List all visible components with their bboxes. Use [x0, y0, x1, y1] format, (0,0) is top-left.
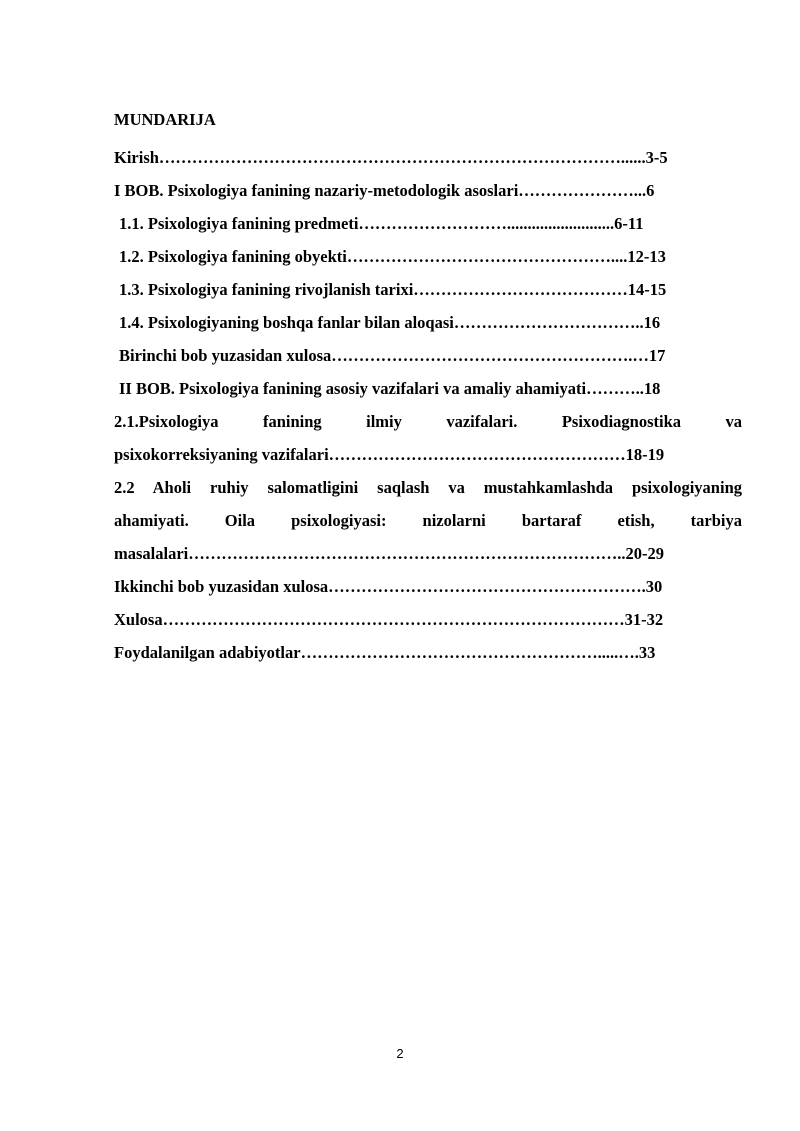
toc-entry-references: Foydalanilgan adabiyotlar……………………………………………….....….33 [114, 643, 656, 662]
toc-entry-2-1-line-2: psixokorreksiyaning vazifalari………………………………………………18-19 [114, 445, 665, 464]
toc-entry-2-1-line-1: 2.1.Psixologiya fanining ilmiy vazifalari. Psixodiagnostika va [114, 412, 742, 431]
table-of-contents [114, 108, 742, 669]
page-title: MUNDARIJA [114, 110, 216, 129]
toc-entry-chapter-1-conclusion: Birinchi bob yuzasidan xulosa……………………………………………….…17 [119, 346, 666, 365]
toc-entry-1-4: 1.4. Psixologiyaning boshqa fanlar bilan aloqasi……………………………..16 [119, 313, 661, 332]
toc-entry-2-2-line-1: 2.2 Aholi ruhiy salomatligini saqlash va mustahkamlashda psixologiyaning [114, 478, 742, 497]
toc-entry-1-2: 1.2. Psixologiya fanining obyekti…………………………………………....12-13 [119, 247, 666, 266]
toc-entry-2-2-line-2: ahamiyati. Oila psixologiyasi: nizolarni bartaraf etish, tarbiya [114, 511, 742, 530]
toc-entry-chapter-2: II BOB. Psixologiya fanining asosiy vazifalari va amaliy ahamiyati………..18 [119, 379, 661, 398]
toc-entry-2-2-line-3: masalalari……………………………………………………………………..20-29 [114, 544, 664, 563]
toc-entry-kirish: Kirish…………………………………………………………………………......3-5 [114, 148, 668, 167]
toc-entry-1-1: 1.1. Psixologiya fanining predmeti………………………..........................6-11 [119, 214, 644, 233]
toc-entry-chapter-2-conclusion: Ikkinchi bob yuzasidan xulosa………………………………………………….30 [114, 577, 663, 596]
toc-entry-xulosa: Xulosa…………………………………………………………………………31-32 [114, 610, 664, 629]
toc-entry-1-3: 1.3. Psixologiya fanining rivojlanish tarixi…………………………………14-15 [119, 280, 667, 299]
page-number: 2 [396, 1046, 404, 1061]
toc-entry-chapter-1: I BOB. Psixologiya fanining nazariy-metodologik asoslari…………………...6 [114, 181, 655, 200]
